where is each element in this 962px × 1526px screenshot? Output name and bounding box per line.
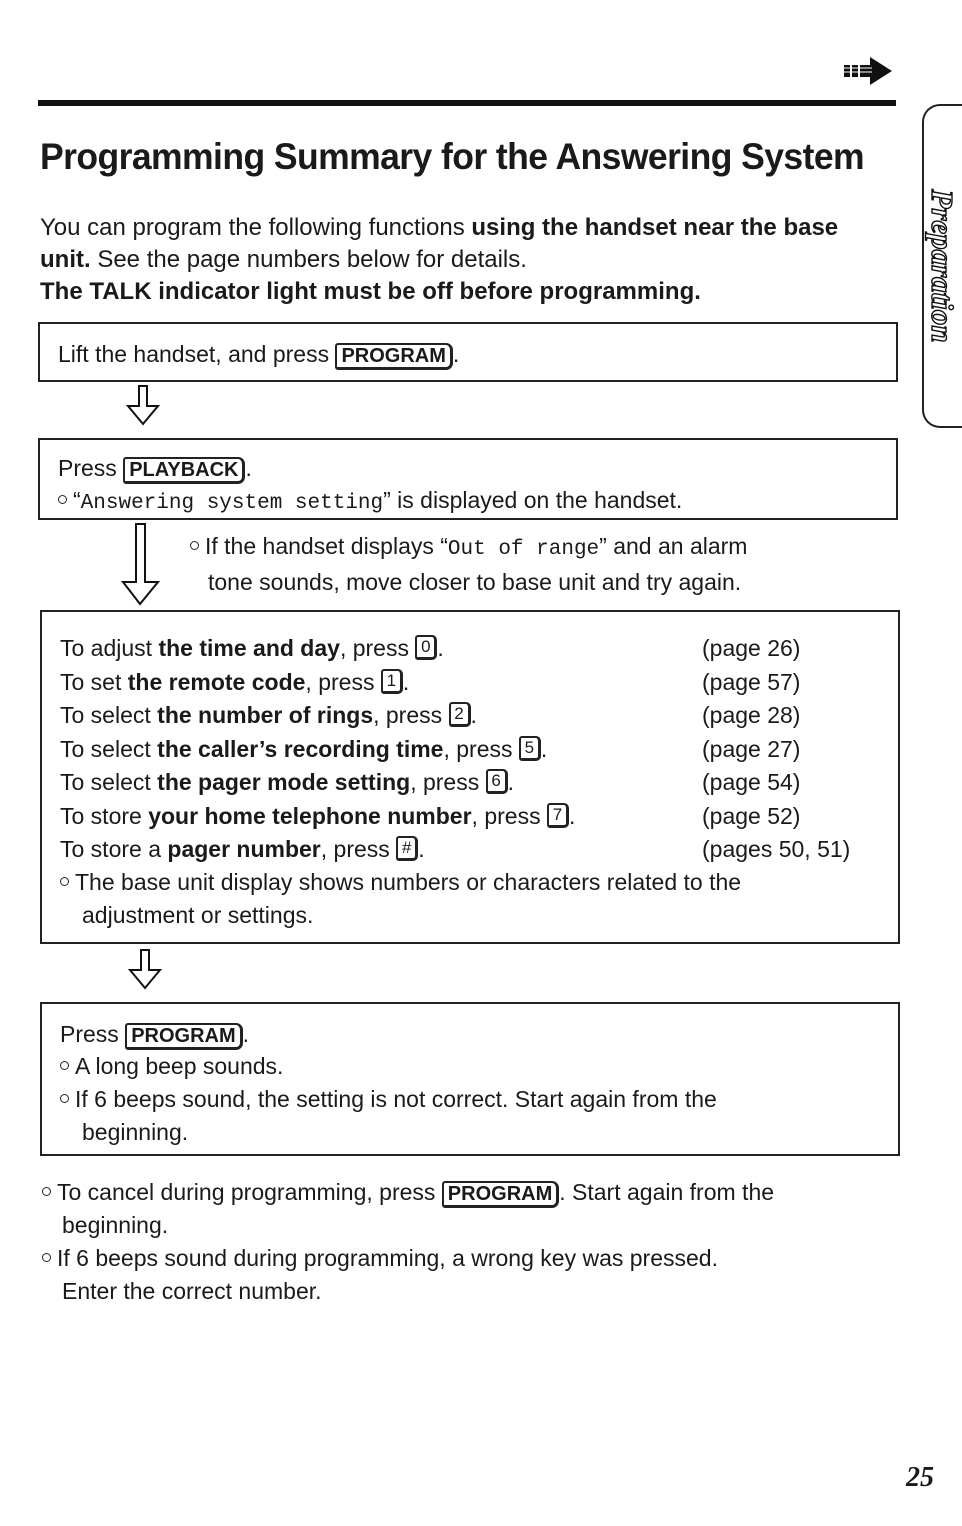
flow-arrow-icon — [126, 384, 162, 426]
page-title: Programming Summary for the Answering System — [40, 136, 865, 177]
program-key: PROGRAM — [335, 343, 452, 370]
program-key: PROGRAM — [442, 1181, 559, 1208]
intro-p1-c: See the page numbers below for details. — [90, 246, 527, 273]
step-4-note-1: A long beep sounds. — [75, 1053, 284, 1079]
note-1-line2: beginning. — [62, 1212, 169, 1238]
step-3-note-line1: The base unit display shows numbers or characters related to the — [75, 869, 742, 895]
footer-notes — [42, 1176, 902, 1308]
setting-name: the remote code — [127, 668, 306, 695]
alarm-note-b: ” and an alarm — [599, 533, 748, 559]
page-reference: (page 28) — [702, 702, 801, 728]
setting-prefix: To set — [60, 668, 128, 695]
out-of-range-message: Out of range — [447, 538, 600, 561]
bullet-icon — [42, 1253, 51, 1262]
page-reference: (page 26) — [702, 635, 801, 661]
alarm-note-a: If the handset displays “ — [205, 533, 448, 559]
note-2-line1: If 6 beeps sound during programming, a wrong key was pressed. — [57, 1245, 718, 1271]
intro-p1-b: using the handset near the base unit. — [40, 214, 839, 273]
bullet-icon — [60, 1061, 69, 1070]
step-2-note-rest: ” is displayed on the handset. — [383, 487, 683, 513]
alarm-note-line2: tone sounds, move closer to base unit and try again. — [208, 569, 742, 595]
setting-row — [60, 766, 514, 799]
setting-prefix: To select — [60, 769, 158, 795]
setting-end: . — [507, 769, 515, 795]
step-1-end: . — [452, 341, 460, 367]
number-key: 5 — [519, 736, 541, 761]
step-1-text: Lift the handset, and press — [58, 341, 336, 367]
bullet-icon — [42, 1187, 51, 1196]
setting-name: the pager mode setting — [157, 769, 411, 795]
bullet-icon — [58, 495, 67, 504]
setting-name: pager number — [167, 836, 321, 862]
step-3-note-line2: adjustment or settings. — [82, 902, 314, 928]
alarm-note — [190, 530, 747, 599]
intro-warning: The TALK indicator light must be off before programming. — [40, 278, 701, 305]
step-2-text: Press — [58, 455, 124, 481]
bullet-icon — [60, 877, 69, 886]
setting-press: , press — [305, 668, 381, 695]
program-key: PROGRAM — [125, 1023, 242, 1050]
setting-press: , press — [410, 769, 486, 795]
setting-row — [60, 800, 575, 833]
page-reference: (page 27) — [702, 735, 801, 762]
intro-text — [40, 212, 860, 308]
step-4-note-2-line2: beginning. — [82, 1119, 189, 1145]
bullet-icon — [190, 541, 199, 550]
setting-row — [60, 666, 409, 699]
note-1-b: . Start again from the — [559, 1179, 775, 1205]
setting-press: , press — [373, 702, 449, 728]
page-reference: (page 57) — [702, 668, 801, 695]
intro-p1-a: You can program the following functions — [40, 214, 472, 241]
setting-end: . — [470, 702, 477, 728]
step-4-box — [40, 1002, 900, 1156]
setting-prefix: To select — [60, 735, 158, 762]
number-key: 2 — [449, 702, 471, 727]
page-reference: (page 52) — [702, 802, 801, 829]
number-key: 7 — [547, 803, 569, 828]
setting-row — [60, 632, 444, 665]
flow-arrow-icon — [128, 948, 164, 990]
note-1-a: To cancel during programming, press — [57, 1179, 442, 1205]
page-reference: (pages 50, 51) — [702, 836, 851, 862]
setting-name: your home telephone number — [148, 802, 472, 829]
setting-end: . — [568, 802, 576, 829]
page-number: 25 — [906, 1462, 934, 1493]
setting-name: the caller’s recording time — [157, 735, 444, 762]
step-2-box — [38, 438, 898, 520]
setting-press: , press — [471, 802, 547, 829]
setting-press: , press — [320, 836, 397, 862]
setting-end: . — [402, 668, 410, 695]
display-message: Answering system setting — [80, 492, 384, 515]
setting-prefix: To store a — [60, 836, 168, 862]
page-reference: (page 54) — [702, 769, 801, 795]
number-key: 1 — [381, 669, 403, 694]
setting-press: , press — [443, 735, 519, 762]
step-3-box — [40, 610, 900, 944]
setting-row — [60, 733, 547, 766]
setting-row — [60, 699, 477, 732]
playback-key: PLAYBACK — [123, 457, 245, 484]
number-key: 0 — [415, 635, 437, 660]
setting-end: . — [540, 735, 548, 762]
setting-name: the number of rings — [157, 702, 374, 728]
step-2-end: . — [245, 455, 252, 481]
note-2-line2: Enter the correct number. — [62, 1278, 322, 1304]
step-1-box — [38, 322, 898, 382]
setting-prefix: To store — [60, 802, 149, 829]
setting-row — [60, 833, 425, 866]
setting-name: the time and day — [158, 635, 340, 661]
setting-end: . — [437, 635, 444, 661]
bullet-icon — [60, 1094, 69, 1103]
number-key: 6 — [486, 769, 508, 794]
step-4-end: . — [242, 1021, 250, 1047]
next-page-arrow-icon — [842, 56, 894, 86]
step-4-note-2-line1: If 6 beeps sound, the setting is not correct. Start again from the — [75, 1086, 717, 1112]
section-tab-label: Preparation — [925, 189, 960, 343]
setting-press: , press — [339, 635, 416, 661]
step-2-note-open: “ — [73, 487, 81, 513]
number-key: # — [396, 836, 418, 861]
setting-prefix: To select — [60, 702, 158, 728]
setting-end: . — [418, 836, 425, 862]
step-4-text: Press — [60, 1021, 126, 1047]
header-rule — [38, 100, 896, 106]
flow-long-arrow-icon — [120, 522, 164, 606]
setting-prefix: To adjust — [60, 635, 159, 661]
